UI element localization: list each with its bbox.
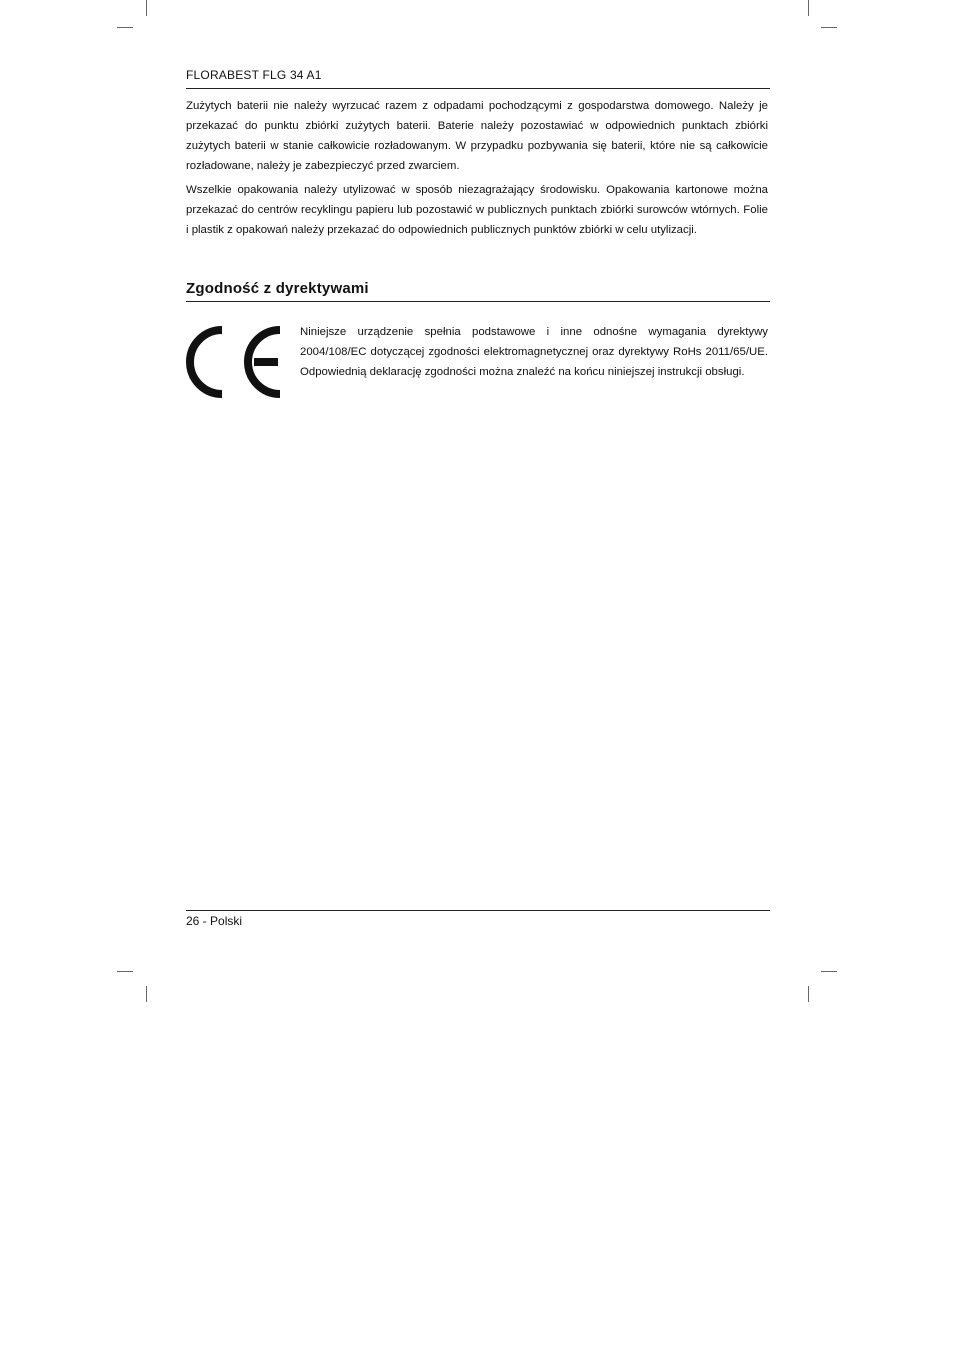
crop-mark	[808, 0, 809, 16]
header-divider	[186, 88, 770, 89]
page-footer: 26 - Polski	[186, 914, 243, 928]
crop-mark	[146, 986, 147, 1002]
crop-mark	[808, 986, 809, 1002]
section-divider	[186, 301, 770, 302]
crop-mark	[146, 0, 147, 16]
paragraph-batteries: Zużytych baterii nie należy wyrzucać razem z odpadami pochodzącymi z gospodarstwa domowego. Należy je przekazać do punktu zbiórki zużytych baterii. Baterie należy pozostawiać w odpowiednich punktach zbiórki zużytych baterii w stanie całkowicie rozładowanym. W przypadku pozbywania się baterii, które nie są całkowicie rozładowane, należy je zabezpieczyć przed zwarciem.	[186, 100, 768, 172]
crop-mark	[117, 27, 133, 28]
crop-mark	[821, 971, 837, 972]
page-header: FLORABEST FLG 34 A1	[186, 68, 322, 82]
footer-divider	[186, 910, 770, 911]
paragraph-packaging: Wszelkie opakowania należy utylizować w sposób niezagrażający środowisku. Opakowania kartonowe można przekazać do centrów recyklingu papieru lub pozostawić w publicznych punktach zbiórki surowców wtórnych. Folie i plastik z opakowań należy przekazać do odpowiednich publicznych punktów zbiórki w celu utylizacji.	[186, 184, 768, 236]
crop-mark	[117, 971, 133, 972]
ce-compliance-text: Niniejsze urządzenie spełnia podstawowe i inne odnośne wymagania dyrektywy 2004/108/EC dotyczącej zgodności elektromagnetycznej oraz dyrektywy RoHs 2011/65/UE. Odpowiednią deklarację zgodności można znaleźć na końcu niniejszej instrukcji obsługi.	[300, 326, 768, 378]
crop-mark	[821, 27, 837, 28]
body-text	[186, 96, 768, 244]
section-title: Zgodność z dyrektywami	[186, 280, 369, 297]
ce-mark-icon	[186, 326, 284, 398]
